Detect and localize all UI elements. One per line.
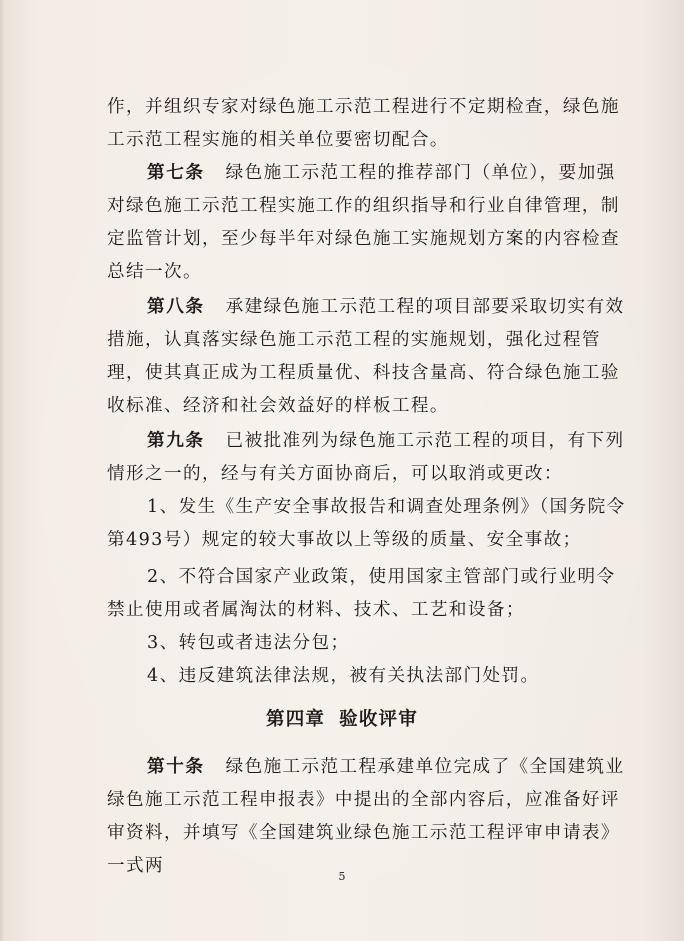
article-10-label: 第十条 [147, 756, 205, 777]
list-item: 2、不符合国家产业政策，使用国家主管部门或行业明令禁止使用或者属淘汰的材料、技术、工艺和设备； [107, 567, 616, 620]
list-item: 3、转包或者违法分包； [147, 633, 350, 653]
article-10-text: 绿色施工示范工程承建单位完成了《全国建筑业绿色施工示范工程申报表》中提出的全部内容后，应准备好评审资料，并填写《全国建筑业绿色施工示范工程评审申请表》一式两 [107, 757, 625, 876]
article-8-label: 第八条 [147, 296, 205, 317]
chapter-title: 验收评审 [339, 709, 418, 730]
article-9-spacer [205, 431, 226, 451]
article-8-text: 承建绿色施工示范工程的项目部要采取切实有效措施，认真落实绿色施工示范工程的实施规划，强化过程管理，使其真正成为工程质量优、科技含量高、符合绿色施工验收标准、经济和社会效益好的样板工程。 [107, 297, 625, 416]
article-7-spacer [205, 163, 226, 183]
article-10-paragraph [107, 750, 627, 883]
article-9-label: 第九条 [147, 430, 205, 451]
article-7-paragraph [107, 156, 627, 289]
list-item: 4、违反建筑法律法规，被有关执法部门处罚。 [147, 666, 540, 686]
page-edge-shadow [0, 0, 5, 941]
article-9-text: 已被批准列为绿色施工示范工程的项目，有下列情形之一的，经与有关方面协商后，可以取消或更改： [107, 431, 625, 484]
page-number: 5 [338, 870, 346, 883]
chapter-heading [0, 705, 684, 735]
continuation-paragraph: 作，并组织专家对绿色施工示范工程进行不定期检查，绿色施工示范工程实施的相关单位要密切配合。 [107, 97, 620, 150]
article-7-text: 绿色施工示范工程的推荐部门（单位），要加强对绿色施工示范工程实施工作的组织指导和行业自律管理，制定监管计划，至少每半年对绿色施工实施规划方案的内容检查总结一次。 [107, 163, 620, 282]
article-8-spacer [205, 297, 226, 317]
article-7-label: 第七条 [147, 162, 205, 183]
chapter-number: 第四章 [266, 709, 326, 730]
article-9-paragraph [107, 424, 627, 491]
list-item: 1、发生《生产安全事故报告和调查处理条例》（国务院令第493号）规定的较大事故以上等级的质量、安全事故； [107, 497, 626, 550]
article-10-spacer [205, 757, 226, 777]
article-8-paragraph [107, 290, 627, 423]
